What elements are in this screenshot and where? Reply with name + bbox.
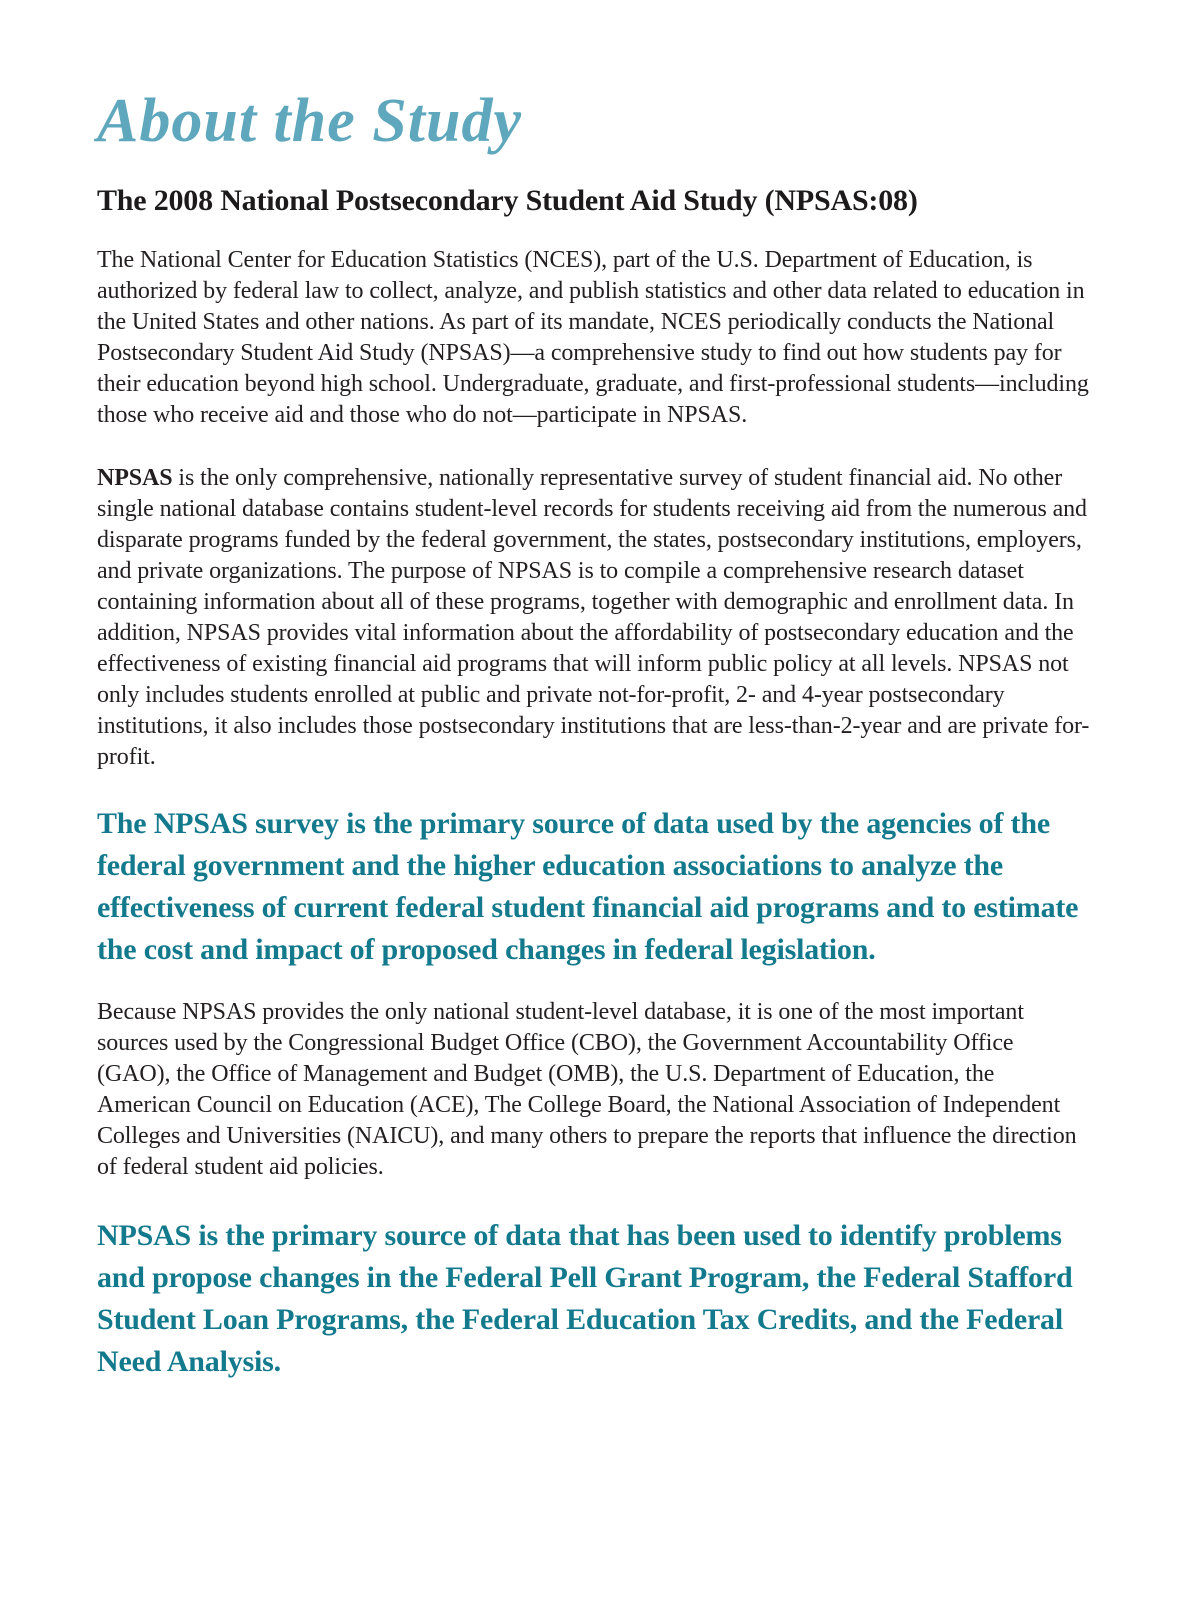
paragraph-nces-intro: The National Center for Education Statistics (NCES), part of the U.S. Department of Education, is authorized by federal law to collect, analyze, and publish statistics and other data related to education in the United States and other nations. As part of its mandate, NCES periodically conducts the National Postsecondary Student Aid Study (NPSAS)—a comprehensive study to find out how students pay for their education beyond high school. Undergraduate, graduate, and first-professional students—including those who receive aid and those who do not—participate in NPSAS. (97, 247, 1089, 428)
page-title: About the Study (97, 87, 522, 155)
paragraph-npsas-description (97, 463, 1091, 773)
callout-primary-source-agencies: The NPSAS survey is the primary source of data used by the agencies of the federal government and the higher education associations to analyze the effectiveness of current federal student financial aid programs and to estimate the cost and impact of proposed changes in federal legislation. (97, 807, 1079, 966)
paragraph-database-users: Because NPSAS provides the only national student-level database, it is one of the most important sources used by the Congressional Budget Office (CBO), the Government Accountability Office (GAO), the Office of Management and Budget (OMB), the U.S. Department of Education, the American Council on Education (ACE), The College Board, the National Association of Independent Colleges and Universities (NAICU), and many others to prepare the reports that influence the direction of federal student aid policies. (97, 999, 1077, 1180)
npsas-description-text: is the only comprehensive, nationally representative survey of student financial aid. No other single national database contains student-level records for students receiving aid from the numerous and disparate programs funded by the federal government, the states, postsecondary institutions, employers, and private organizations. The purpose of NPSAS is to compile a comprehensive research dataset containing information about all of these programs, together with demographic and enrollment data. In addition, NPSAS provides vital information about the affordability of postsecondary education and the effectiveness of existing financial aid programs that will inform public policy at all levels. NPSAS not only includes students enrolled at public and private not-for-profit, 2- and 4-year postsecondary institutions, it also includes those postsecondary institutions that are less-than-2-year and are private for-profit. (97, 465, 1090, 770)
npsas-bold-lead: NPSAS (97, 465, 173, 491)
section-heading: The 2008 National Postsecondary Student Aid Study (NPSAS:08) (97, 184, 918, 217)
callout-pell-grant-programs: NPSAS is the primary source of data that has been used to identify problems and propose changes in the Federal Pell Grant Program, the Federal Stafford Student Loan Programs, the Federal Education Tax Credits, and the Federal Need Analysis. (97, 1219, 1073, 1378)
